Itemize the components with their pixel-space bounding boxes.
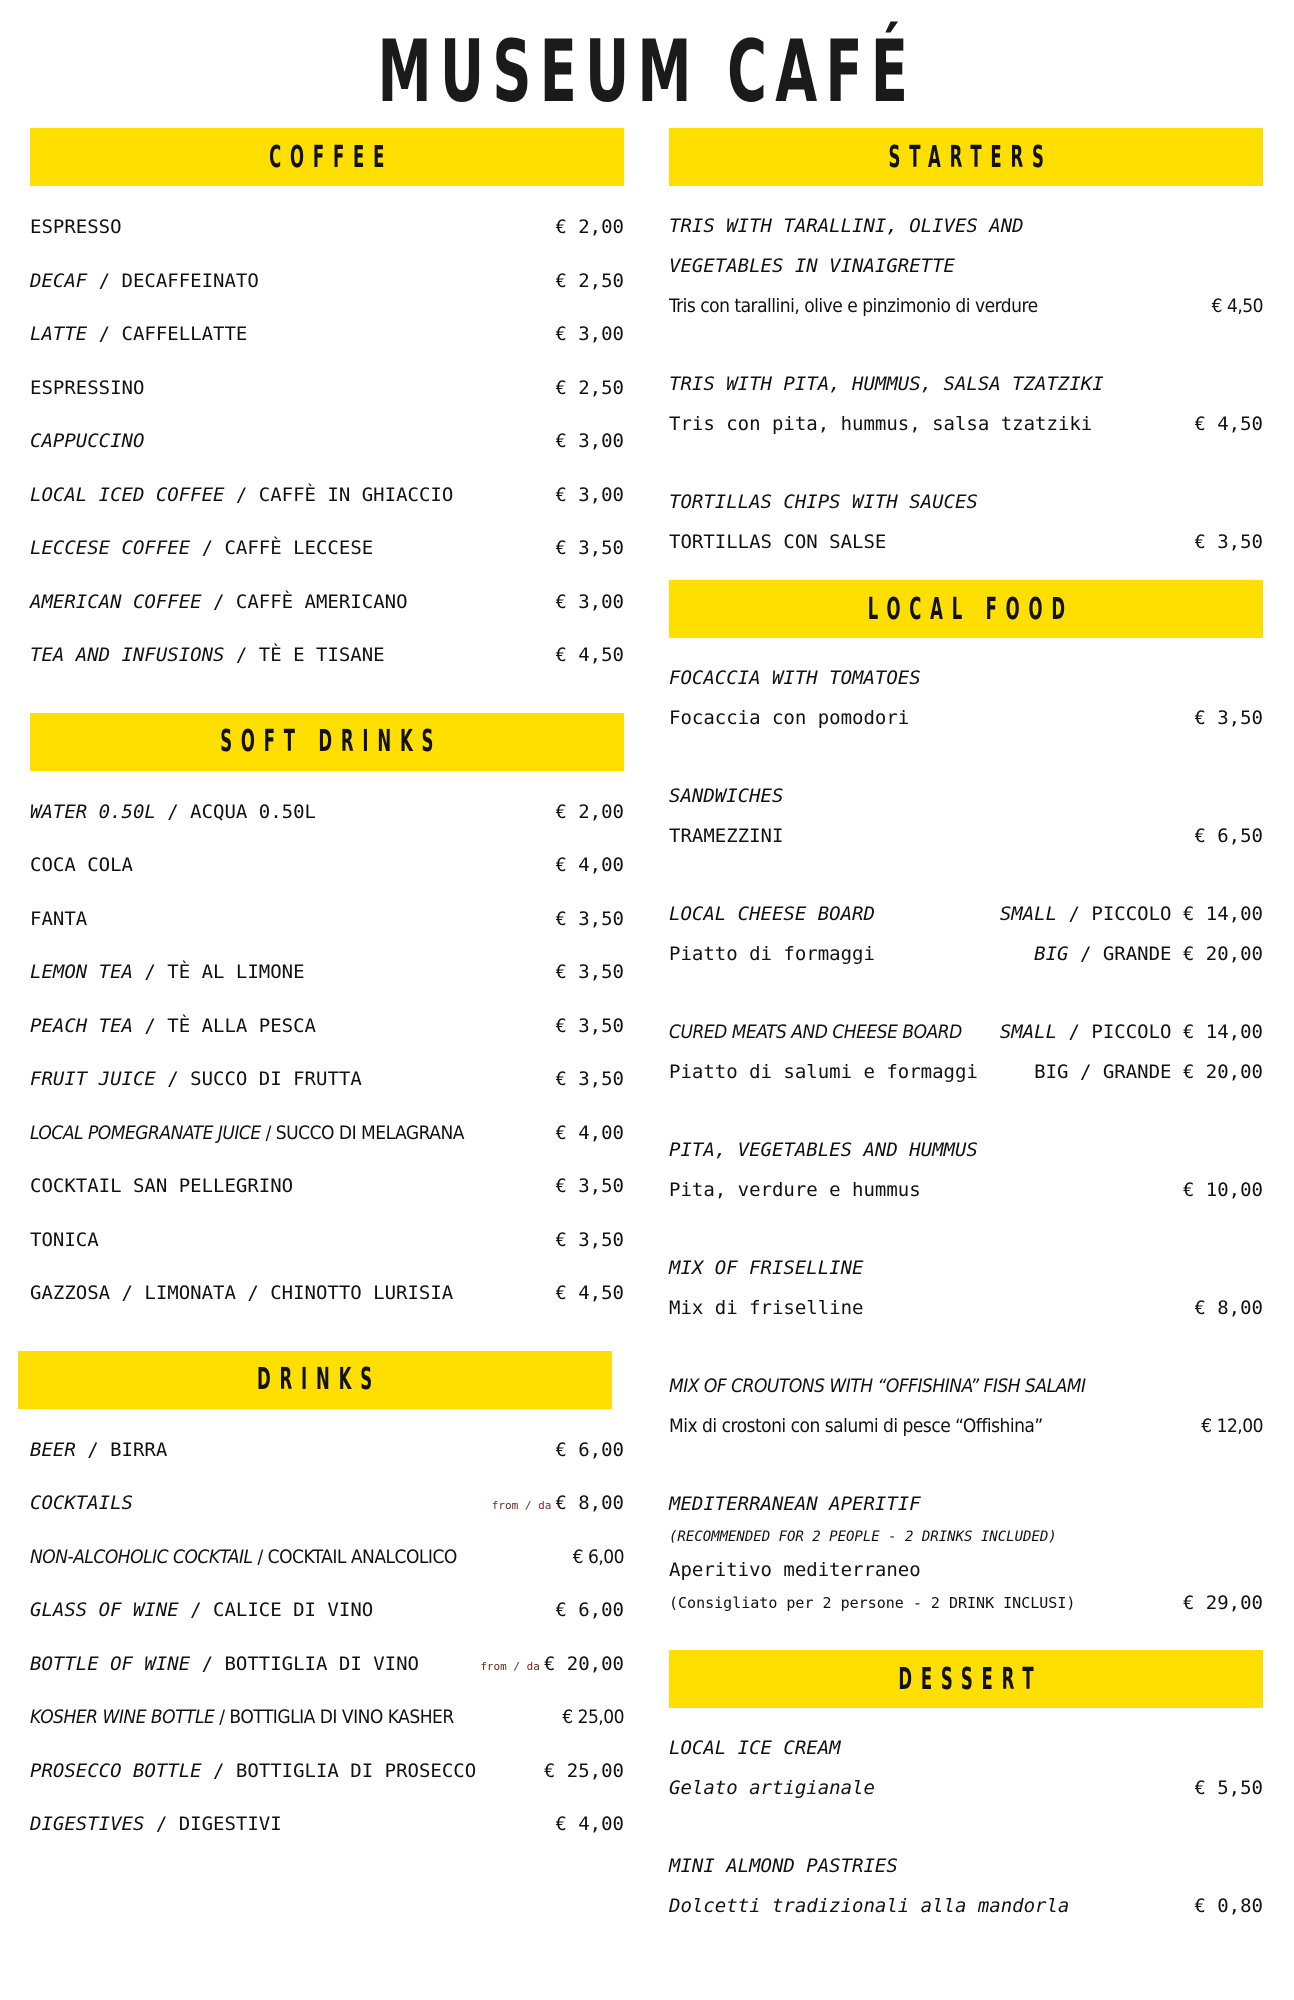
- drinks-list: [30, 1409, 624, 1852]
- drinks-heading: DRINKS: [18, 1351, 612, 1409]
- menu-item: TEA AND INFUSIONS / TÈ E TISANE € 4,50: [30, 644, 624, 666]
- menu-item: PROSECCO BOTTLE / BOTTIGLIA DI PROSECCO € 25,00: [30, 1759, 624, 1782]
- menu-item: COCA COLA € 4,00: [30, 854, 624, 876]
- menu-item: CURED MEATS AND CHEESE BOARD SMALL / PICCOLO € 14,00 Piatto di salumi e formaggi BIG / GRANDE € 20,00: [669, 1021, 1263, 1083]
- dessert-list: [669, 1708, 1263, 1926]
- menu-item: LOCAL ICED COFFEE / CAFFÈ IN GHIACCIO € 3,00: [30, 483, 624, 506]
- menu-item: PEACH TEA / TÈ ALLA PESCA € 3,50: [30, 1014, 624, 1037]
- menu-item: ESPRESSO € 2,00: [30, 216, 624, 238]
- menu-item: TRIS WITH TARALLINI, OLIVES AND VEGETABLES IN VINAIGRETTE Tris con tarallini, olive e pinzimonio di verdure € 4,50: [669, 215, 1263, 317]
- menu-item: FOCACCIA WITH TOMATOES Focaccia con pomodori € 3,50: [669, 667, 1263, 729]
- from-label: from / da: [480, 1659, 540, 1673]
- menu-item: DECAF / DECAFFEINATO € 2,50: [30, 269, 624, 292]
- starters-heading: STARTERS: [669, 128, 1263, 186]
- menu-item: GLASS OF WINE / CALICE DI VINO € 6,00: [30, 1599, 624, 1621]
- menu-item: SANDWICHES TRAMEZZINI € 6,50: [669, 785, 1263, 847]
- soft-drinks-list: [30, 771, 624, 1321]
- menu-item: LATTE / CAFFELLATTE € 3,00: [30, 323, 624, 345]
- from-label: from / da: [491, 1499, 552, 1512]
- menu-item: ESPRESSINO € 2,50: [30, 376, 624, 399]
- right-column: [669, 128, 1263, 1964]
- menu-item: FRUIT JUICE / SUCCO DI FRUTTA € 3,50: [30, 1068, 624, 1090]
- page-title: MUSEUM CAFÉ: [377, 22, 917, 122]
- menu-item: COCKTAILS from / da € 8,00: [30, 1492, 624, 1514]
- menu-item: CAPPUCCINO € 3,00: [30, 430, 624, 452]
- menu-item: PITA, VEGETABLES AND HUMMUS Pita, verdure e hummus € 10,00: [669, 1139, 1263, 1201]
- menu-item: TRIS WITH PITA, HUMMUS, SALSA TZATZIKI Tris con pita, hummus, salsa tzatziki € 4,50: [669, 373, 1263, 435]
- menu-item: LOCAL CHEESE BOARD SMALL / PICCOLO € 14,00 Piatto di formaggi BIG / GRANDE € 20,00: [669, 903, 1263, 965]
- menu-item: MIX OF FRISELLINE Mix di friselline € 8,00: [669, 1257, 1263, 1319]
- menu-item: LOCAL POMEGRANATE JUICE / SUCCO DI MELAGRANA € 4,00: [30, 1121, 624, 1144]
- menu-item: MINI ALMOND PASTRIES Dolcetti tradizionali alla mandorla € 0,80: [669, 1855, 1263, 1917]
- starters-list: [669, 186, 1263, 562]
- menu-item: LOCAL ICE CREAM Gelato artigianale € 5,50: [669, 1737, 1263, 1799]
- menu-item: LECCESE COFFEE / CAFFÈ LECCESE € 3,50: [30, 537, 624, 559]
- menu-item: TORTILLAS CHIPS WITH SAUCES TORTILLAS CON SALSE € 3,50: [669, 491, 1263, 553]
- menu-item: DIGESTIVES / DIGESTIVI € 4,00: [30, 1813, 624, 1835]
- local-food-heading: LOCAL FOOD: [669, 580, 1263, 638]
- coffee-list: [30, 186, 624, 683]
- menu-item: NON-ALCOHOLIC COCKTAIL / COCKTAIL ANALCOLICO € 6,00: [30, 1545, 624, 1568]
- menu-item: KOSHER WINE BOTTLE / BOTTIGLIA DI VINO KASHER € 25,00: [30, 1706, 624, 1728]
- menu-item: MIX OF CROUTONS WITH “OFFISHINA” FISH SALAMI Mix di crostoni con salumi di pesce “Offishina” € 12,00: [669, 1375, 1263, 1437]
- dessert-heading: DESSERT: [669, 1650, 1263, 1708]
- menu-item: LEMON TEA / TÈ AL LIMONE € 3,50: [30, 961, 624, 983]
- soft-drinks-heading: SOFT DRINKS: [30, 713, 624, 771]
- local-food-list: [669, 638, 1263, 1616]
- menu-item: TONICA € 3,50: [30, 1228, 624, 1251]
- left-column: [30, 128, 624, 1852]
- menu-item: AMERICAN COFFEE / CAFFÈ AMERICANO € 3,00: [30, 590, 624, 613]
- coffee-heading: COFFEE: [30, 128, 624, 186]
- menu-item: MEDITERRANEAN APERITIF (RECOMMENDED FOR 2 PEOPLE - 2 DRINKS INCLUDED) Aperitivo mediterraneo (Consigliato per 2 persone - 2 DRINK INCLUSI) € 29,00: [669, 1493, 1263, 1614]
- menu-item: BOTTLE OF WINE / BOTTIGLIA DI VINO from / da € 20,00: [30, 1652, 624, 1675]
- menu-item: WATER 0.50L / ACQUA 0.50L € 2,00: [30, 800, 624, 823]
- menu-item: FANTA € 3,50: [30, 907, 624, 930]
- menu-item: COCKTAIL SAN PELLEGRINO € 3,50: [30, 1175, 624, 1197]
- menu-item: GAZZOSA / LIMONATA / CHINOTTO LURISIA € 4,50: [30, 1282, 624, 1304]
- menu-item: BEER / BIRRA € 6,00: [30, 1438, 624, 1461]
